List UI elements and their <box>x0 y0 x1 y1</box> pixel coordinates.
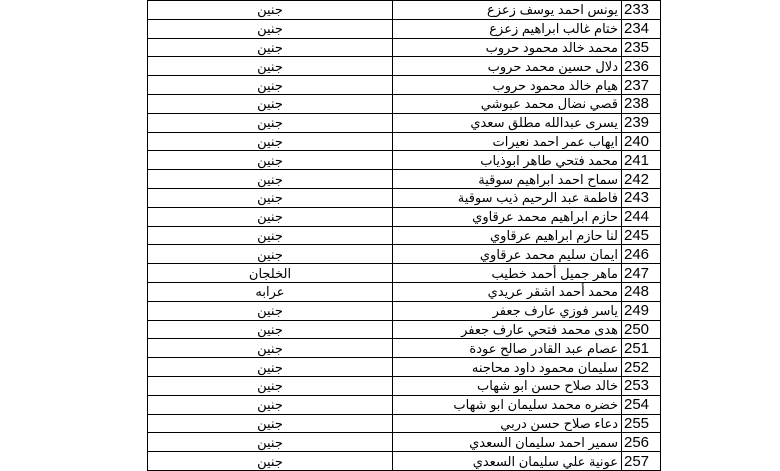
table-row <box>148 151 661 170</box>
table-row <box>148 94 661 113</box>
name-cell: يونس احمد يوسف زعزع <box>393 1 622 20</box>
name-cell: ماهر جميل أحمد خطيب <box>393 264 622 283</box>
name-cell: هدى محمد فتحي عارف جعفر <box>393 320 622 339</box>
table-row <box>148 113 661 132</box>
row-number-cell: 252 <box>622 358 661 377</box>
name-cell: خالد صلاح حسن ابو شهاب <box>393 376 622 395</box>
table-row <box>148 358 661 377</box>
row-number-cell: 255 <box>622 414 661 433</box>
table-row <box>148 170 661 189</box>
table-row <box>148 452 661 471</box>
table-row <box>148 188 661 207</box>
name-cell: دعاء صلاح حسن دربي <box>393 414 622 433</box>
row-number-cell: 257 <box>622 452 661 471</box>
name-cell: سليمان محمود داود محاجنه <box>393 358 622 377</box>
table-row <box>148 414 661 433</box>
name-cell: هيام خالد محمود حروب <box>393 76 622 95</box>
location-cell: جنين <box>148 414 393 433</box>
location-cell: جنين <box>148 207 393 226</box>
location-cell: عرابه <box>148 282 393 301</box>
name-cell: حازم ابراهيم محمد عرقاوي <box>393 207 622 226</box>
table-row <box>148 1 661 20</box>
row-number-cell: 236 <box>622 57 661 76</box>
table-row <box>148 339 661 358</box>
location-cell: جنين <box>148 245 393 264</box>
name-cell: ايهاب عمر احمد نعيرات <box>393 132 622 151</box>
name-cell: دلال حسين محمد حروب <box>393 57 622 76</box>
table-row <box>148 320 661 339</box>
row-number-cell: 256 <box>622 433 661 452</box>
location-cell: جنين <box>148 76 393 95</box>
location-cell: جنين <box>148 226 393 245</box>
table-row <box>148 132 661 151</box>
row-number-cell: 238 <box>622 94 661 113</box>
name-cell: سمير احمد سليمان السعدي <box>393 433 622 452</box>
location-cell: جنين <box>148 452 393 471</box>
row-number-cell: 234 <box>622 19 661 38</box>
location-cell: جنين <box>148 188 393 207</box>
name-cell: فاطمة عبد الرحيم ذيب سوقية <box>393 188 622 207</box>
row-number-cell: 243 <box>622 188 661 207</box>
name-cell: محمد فتحي طاهر ابوذياب <box>393 151 622 170</box>
name-cell: عونية علي سليمان السعدي <box>393 452 622 471</box>
table-row <box>148 376 661 395</box>
name-cell: ياسر فوزي عارف جعفر <box>393 301 622 320</box>
table-body <box>148 1 661 471</box>
name-list-sheet <box>147 0 655 471</box>
table-row <box>148 57 661 76</box>
table-row <box>148 38 661 57</box>
name-cell: سماح احمد ابراهيم سوقية <box>393 170 622 189</box>
name-list-table <box>147 0 661 471</box>
table-row <box>148 264 661 283</box>
row-number-cell: 242 <box>622 170 661 189</box>
row-number-cell: 241 <box>622 151 661 170</box>
row-number-cell: 254 <box>622 395 661 414</box>
table-row <box>148 19 661 38</box>
table-row <box>148 76 661 95</box>
name-cell: محمد خالد محمود حروب <box>393 38 622 57</box>
table-row <box>148 395 661 414</box>
row-number-cell: 233 <box>622 1 661 20</box>
name-cell: يسرى عبدالله مطلق سعدي <box>393 113 622 132</box>
location-cell: جنين <box>148 339 393 358</box>
row-number-cell: 237 <box>622 76 661 95</box>
row-number-cell: 253 <box>622 376 661 395</box>
name-cell: ايمان سليم محمد عرقاوي <box>393 245 622 264</box>
row-number-cell: 239 <box>622 113 661 132</box>
table-row <box>148 282 661 301</box>
name-cell: لنا حازم ابراهيم عرقاوي <box>393 226 622 245</box>
table-row <box>148 301 661 320</box>
location-cell: جنين <box>148 320 393 339</box>
row-number-cell: 248 <box>622 282 661 301</box>
row-number-cell: 250 <box>622 320 661 339</box>
row-number-cell: 249 <box>622 301 661 320</box>
location-cell: جنين <box>148 38 393 57</box>
location-cell: جنين <box>148 19 393 38</box>
location-cell: جنين <box>148 94 393 113</box>
table-row <box>148 245 661 264</box>
location-cell: جنين <box>148 151 393 170</box>
location-cell: الخلجان <box>148 264 393 283</box>
row-number-cell: 235 <box>622 38 661 57</box>
location-cell: جنين <box>148 358 393 377</box>
location-cell: جنين <box>148 376 393 395</box>
row-number-cell: 244 <box>622 207 661 226</box>
name-cell: خضره محمد سليمان ابو شهاب <box>393 395 622 414</box>
location-cell: جنين <box>148 395 393 414</box>
location-cell: جنين <box>148 57 393 76</box>
row-number-cell: 247 <box>622 264 661 283</box>
row-number-cell: 246 <box>622 245 661 264</box>
table-row <box>148 226 661 245</box>
row-number-cell: 240 <box>622 132 661 151</box>
location-cell: جنين <box>148 132 393 151</box>
table-row <box>148 433 661 452</box>
name-cell: ختام غالب ابراهيم زعزع <box>393 19 622 38</box>
name-cell: قصي نضال محمد عبوشي <box>393 94 622 113</box>
location-cell: جنين <box>148 1 393 20</box>
table-row <box>148 207 661 226</box>
location-cell: جنين <box>148 170 393 189</box>
name-cell: عصام عبد القادر صالح عودة <box>393 339 622 358</box>
name-cell: محمد أحمد اشقر عريدي <box>393 282 622 301</box>
row-number-cell: 245 <box>622 226 661 245</box>
location-cell: جنين <box>148 433 393 452</box>
location-cell: جنين <box>148 301 393 320</box>
row-number-cell: 251 <box>622 339 661 358</box>
location-cell: جنين <box>148 113 393 132</box>
